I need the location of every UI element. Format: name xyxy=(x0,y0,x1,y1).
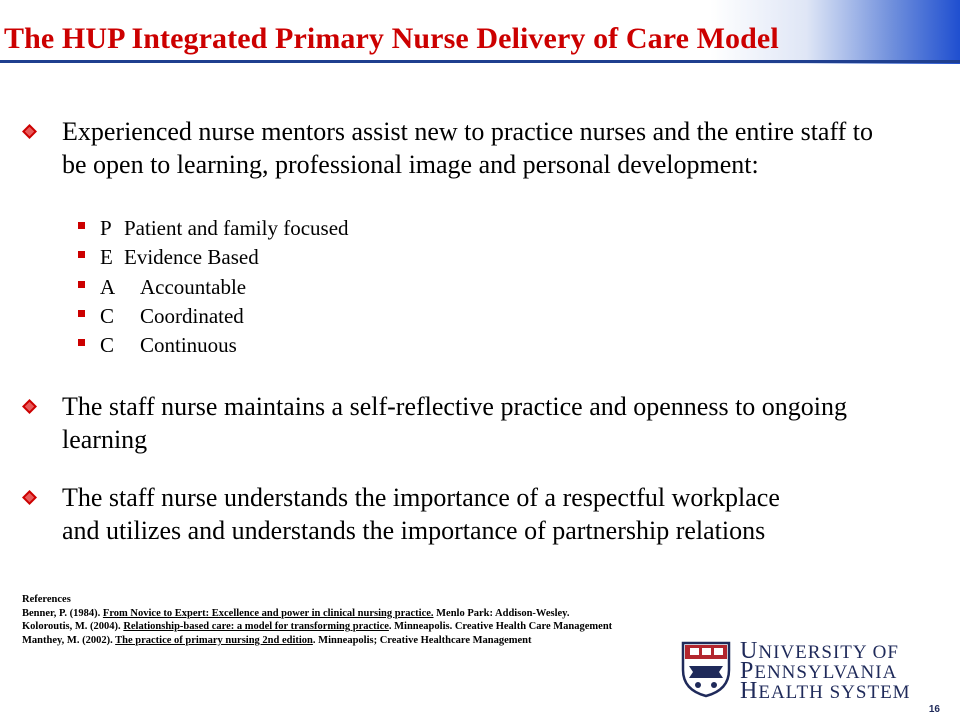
bullet-text: Experienced nurse mentors assist new to practice nurses and the entire staff to be open to learning, professional image and personal development: xyxy=(62,117,874,179)
square-icon xyxy=(78,339,85,346)
reference-item xyxy=(22,634,612,648)
references-heading: References xyxy=(22,594,71,605)
reference-title: Relationship-based care: a model for transforming practice xyxy=(123,621,389,632)
diamond-icon xyxy=(22,490,37,505)
slide-title: The HUP Integrated Primary Nurse Delivery of Care Model xyxy=(4,22,779,55)
logo-line: HEALTH SYSTEM xyxy=(740,678,911,704)
diamond-icon xyxy=(22,399,37,414)
bullet-text: The staff nurse understands the importance of a respectful workplace and utilizes and understands the importance of partnership relations xyxy=(62,483,780,545)
page-number: 16 xyxy=(928,704,940,715)
reference-publisher: . Minneapolis; Creative Healthcare Management xyxy=(312,634,532,646)
reference-publisher: . Minneapolis. Creative Health Care Management xyxy=(388,621,613,632)
sub-label: Continuous xyxy=(140,333,237,357)
reference-author: Benner, P. (1984). xyxy=(22,607,103,619)
sub-letter: C xyxy=(100,333,115,357)
sub-letter: E xyxy=(100,245,113,269)
reference-item xyxy=(22,607,612,621)
references xyxy=(22,593,612,647)
sub-label: Accountable xyxy=(140,275,247,299)
sub-letter: A xyxy=(100,275,116,299)
reference-author: Koloroutis, M. (2004). xyxy=(22,621,124,632)
reference-title: From Novice to Expert: Excellence and power in clinical nursing practice. xyxy=(102,607,434,619)
logo-line: PENNSYLVANIA xyxy=(740,658,898,684)
reference-title: The practice of primary nursing 2nd edition xyxy=(115,634,313,646)
square-icon xyxy=(78,310,85,317)
reference-author: Manthey, M. (2002). xyxy=(22,634,116,646)
square-icon xyxy=(78,222,85,229)
square-icon xyxy=(78,251,85,258)
bullet-text: The staff nurse maintains a self-reflective practice and openness to ongoing learning xyxy=(62,392,848,454)
reference-publisher: Menlo Park: Addison-Wesley. xyxy=(433,607,570,619)
sub-label: Patient and family focused xyxy=(124,216,349,240)
diamond-icon xyxy=(22,124,37,139)
square-icon xyxy=(78,281,85,288)
sub-letter: P xyxy=(100,216,112,240)
bullet-item xyxy=(22,390,902,456)
sub-label: Evidence Based xyxy=(124,245,259,269)
bullet-item xyxy=(22,481,822,547)
sub-letter: C xyxy=(100,304,115,328)
reference-item xyxy=(22,620,612,634)
shield-icon xyxy=(680,640,732,698)
logo-line: UNIVERSITY OF xyxy=(740,638,899,664)
sub-label: Coordinated xyxy=(140,304,244,328)
bullet-item xyxy=(22,115,902,181)
university-logo xyxy=(740,638,911,704)
title-rule xyxy=(0,60,960,63)
